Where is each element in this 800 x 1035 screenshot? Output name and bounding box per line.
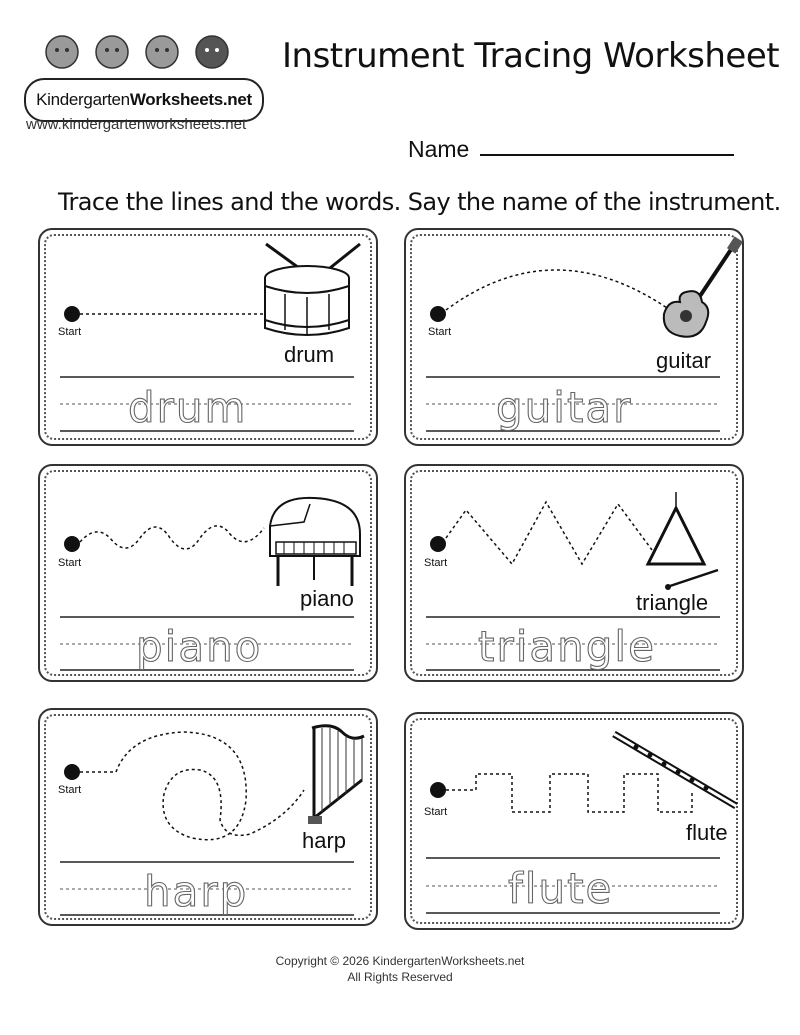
name-write-line[interactable] [480,154,734,156]
word-label: piano [300,586,354,611]
start-label: Start [424,557,448,569]
trace-word[interactable]: guitar [496,383,633,432]
rights: All Rights Reserved [347,970,453,984]
trace-word[interactable]: piano [136,622,263,671]
drum-icon [260,238,370,338]
start-label: Start [428,326,452,338]
copyright: Copyright © 2026 KindergartenWorksheets.net [275,954,525,968]
card-flute [404,712,744,930]
instructions: Trace the lines and the words. Say the name of the instrument. [58,188,781,216]
start-label: Start [58,784,82,796]
logo-text-regular: Kindergarten [36,90,130,109]
name-label: Name [408,136,470,162]
page-title: Instrument Tracing Worksheet [282,36,780,76]
card-piano [38,464,378,682]
trace-word[interactable]: harp [144,867,249,916]
guitar-icon [656,236,746,346]
word-label: drum [284,342,335,367]
word-label: harp [302,828,347,853]
word-label: guitar [656,348,712,373]
card-drum [38,228,378,446]
trace-word[interactable]: triangle [478,622,656,671]
flute-icon [606,726,746,816]
start-label: Start [58,557,82,569]
kids-faces-icon [24,22,260,82]
triangle-icon [640,488,730,598]
piano-icon [264,494,364,594]
card-guitar [404,228,744,446]
card-harp [38,708,378,926]
start-label: Start [424,806,448,818]
card-triangle [404,464,744,682]
word-label: flute [686,820,728,845]
footer [0,953,800,985]
site-logo [24,22,260,109]
site-url: www.kindergartenworksheets.net [26,116,247,133]
trace-word[interactable]: flute [508,864,614,913]
harp-icon [302,720,372,830]
word-label: triangle [636,590,709,615]
trace-word[interactable]: drum [128,383,248,432]
logo-text-bold: Worksheets.net [129,90,252,109]
start-label: Start [58,326,82,338]
